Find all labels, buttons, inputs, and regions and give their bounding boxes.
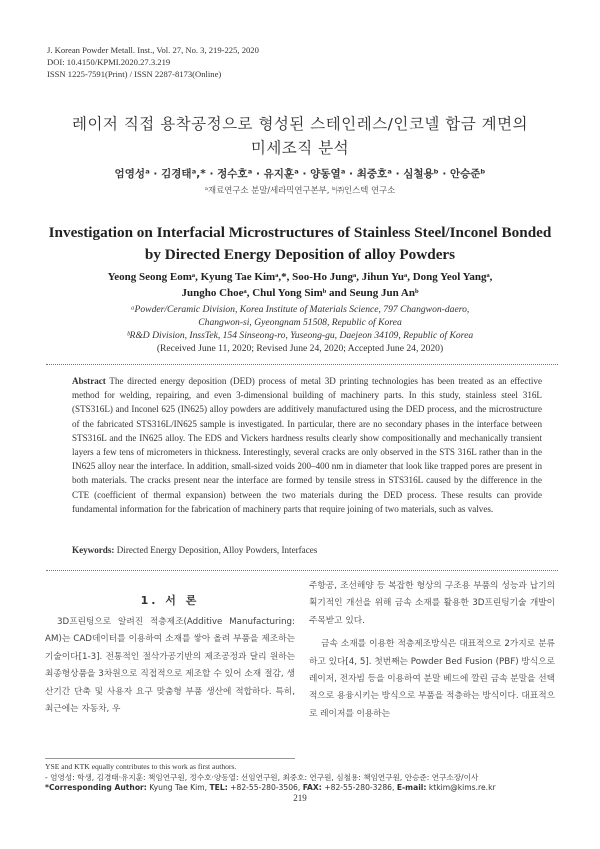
left-column	[45, 594, 295, 718]
korean-title-line1: 레이저 직접 용착공정으로 형성된 스테인레스/인코넬 합금 계면의	[71, 115, 529, 133]
korean-affiliation: ᵃ재료연구소 분말/세라믹연구본부, ᵇ㈜인스텍 연구소	[204, 185, 396, 195]
abstract	[72, 374, 542, 516]
footnote-rule	[45, 758, 295, 759]
doi[interactable]: DOI: 10.4150/KPMI.2020.27.3.219	[47, 57, 171, 67]
keywords	[72, 545, 542, 555]
corresponding-author	[45, 783, 557, 794]
issn: ISSN 1225-7591(Print) / ISSN 2287-8173(Online)	[47, 69, 222, 79]
english-authors-line1: Yeong Seong Eomᵃ, Kyung Tae Kimᵃ,*, Soo-Ho Jungᵃ, Jihun Yuᵃ, Dong Yeol Yangᵃ,	[107, 271, 493, 283]
journal-citation: J. Korean Powder Metall. Inst., Vol. 27, No. 3, 219-225, 2020	[47, 45, 259, 55]
right-paragraph-2: 금속 소재를 이용한 적층제조방식은 대표적으로 2가지로 분류하고 있다[4, 5]. 첫번째는 Powder Bed Fusion (PBF) 방식으로 레이저, 전자빔 등을 이용하여 분말 베드에 깔린 금속 분말을 선택적으로 용융시키는 방식으로 부품을 적층하는 방식이다. 대표적으로 레이저를 이용하는	[309, 639, 555, 719]
fax-label: FAX:	[302, 783, 322, 792]
abstract-text: The directed energy deposition (DED) process of metal 3D printing technologies has been treated as an effective method for welding, repairing, and even 3-dimensional building of machinery parts. In this study, stainless steel 316L (STS316L) and Inconel 625 (IN625) alloy powders are additively manufactured using the DED process, and the microstructure of the fabricated STS316L/IN625 sample is investigated. In particular, there are no secondary phases in the interface between STS316L and the IN625 alloy. The EDS and Vickers hardness results clearly show compositionally and mechanically transient layers a few tens of micrometers in thickness. Interestingly, several cracks are only observed in the STS 316L rather than in the IN625 alloy near the interface. In addition, small-sized voids 200–400 nm in diameter that look like trapped pores are present in both materials. The cracks present near the interface are formed by tensile stress in STS316L caused by the difference in the CTE (coefficient of thermal expansion) between the two materials during the DED process. These results can provide fundamental information for the fabrication of machinery parts that require joining of two materials, such as valves.	[72, 376, 543, 514]
section-heading: 1. 서 론	[140, 594, 200, 607]
korean-title	[40, 112, 560, 160]
english-authors	[30, 269, 570, 301]
english-title-line1: Investigation on Interfacial Microstructures of Stainless Steel/Inconel Bonded	[48, 224, 552, 241]
right-paragraph-1: 주항공, 조선해양 등 복잡한 형상의 구조용 부품의 성능과 납기의 획기적인 개선을 위해 금속 소재를 활용한 3D프린팅기술 개발이 주목받고 있다.	[309, 581, 555, 626]
received-dates: (Received June 11, 2020; Revised June 24, 2020; Accepted June 24, 2020)	[156, 343, 444, 354]
korean-title-line2: 미세조직 분석	[250, 139, 350, 157]
tel: +82-55-280-3506,	[230, 783, 301, 792]
keywords-text: Directed Energy Deposition, Alloy Powders, Interfaces	[116, 545, 318, 555]
abstract-label: Abstract	[72, 376, 106, 386]
english-title	[30, 222, 570, 266]
divider-bottom	[46, 570, 558, 571]
english-affiliations	[30, 303, 570, 355]
english-title-line2: by Directed Energy Deposition of alloy Powders	[144, 246, 456, 263]
footnote-line1: YSE and KTK equally contributes to this work as first authors.	[45, 762, 237, 771]
email-link[interactable]: ktkim@kims.re.kr	[428, 783, 496, 792]
left-paragraph-1: 3D프린팅으로 알려진 적층제조(Additive Manufacturing: AM)는 CAD데이터를 이용하여 소재를 쌓아 올려 부품을 제조하는 기술이다[1-3]. 전통적인 절삭가공기반의 제조공정과 달리 원하는 최종형상품을 3차원으로 직접적으로 제조할 수 있어 소재 절감, 생산기간 단축 및 사용자 요구 맞춤형 부품 생산에 적합하다. 특히, 최근에는 자동차, 우	[45, 617, 295, 715]
fax: +82-55-280-3286,	[324, 783, 395, 792]
page-number: 219	[293, 793, 307, 803]
email-label: E-mail:	[396, 783, 427, 792]
korean-authors: 엄영성ᵃ · 김경태ᵃ,* · 정수호ᵃ · 유지훈ᵃ · 양동열ᵃ · 최중호ᵃ · 심철용ᵇ · 안승준ᵇ	[114, 168, 486, 180]
right-column	[309, 578, 555, 723]
affiliation-a-line2: Changwon-si, Gyeongnam 51508, Republic of Korea	[198, 317, 402, 328]
affiliation-b: ᵇR&D Division, InssTek, 154 Sinseong-ro, Yuseong-gu, Daejeon 34109, Republic of Korea	[126, 330, 474, 341]
corr-label: *Corresponding Author:	[45, 783, 147, 792]
footnote	[45, 758, 557, 794]
english-authors-line2: Jungho Choeᵃ, Chul Yong Simᵇ and Seung Jun Anᵇ	[181, 287, 419, 299]
divider-top	[46, 364, 558, 365]
keywords-label: Keywords:	[72, 545, 115, 555]
journal-info	[47, 44, 259, 80]
corr-name: Kyung Tae Kim,	[149, 783, 208, 792]
affiliation-a-line1: ᵃPowder/Ceramic Division, Korea Institute of Materials Science, 797 Changwon-daero,	[130, 304, 470, 315]
footnote-line2: - 엄영성: 학생, 김경태·유지훈: 책임연구원, 정수호·양동열: 선임연구원, 최중호: 연구원, 심철용: 책임연구원, 안승준: 연구소장/이사	[45, 772, 479, 782]
tel-label: TEL:	[209, 783, 228, 792]
